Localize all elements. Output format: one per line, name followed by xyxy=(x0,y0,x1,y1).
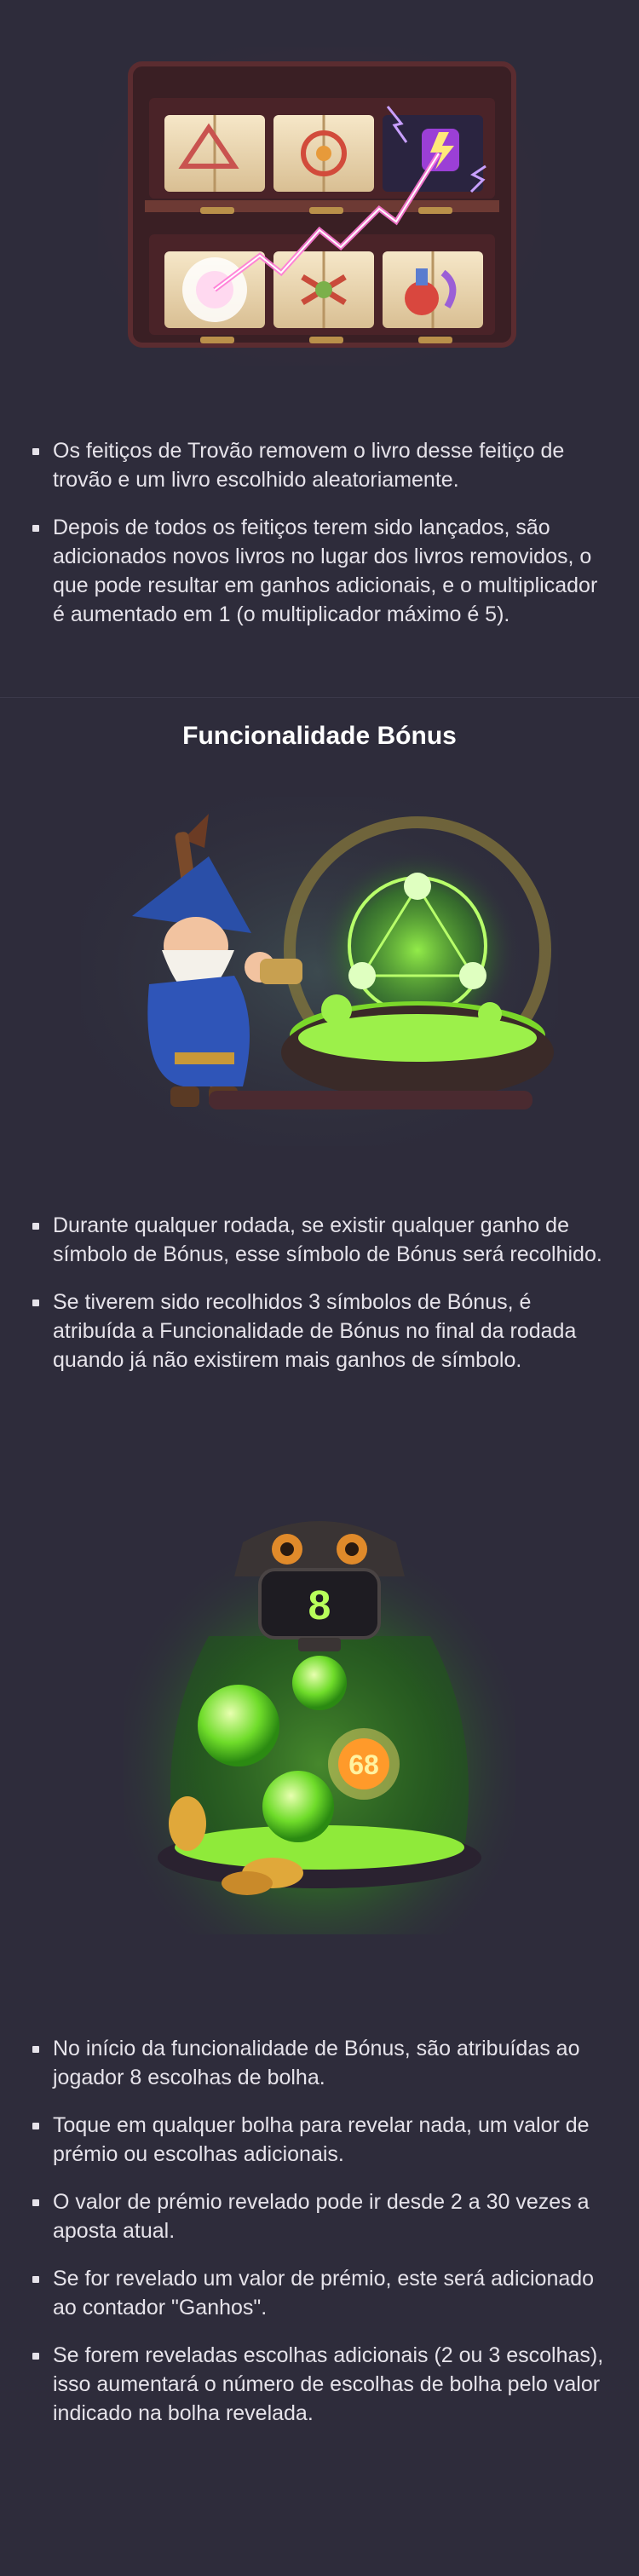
list-item-text: Se for revelado um valor de prémio, este será adicionado ao contador "Ganhos". xyxy=(53,2267,595,2320)
thunder-rules xyxy=(0,436,639,648)
bubble xyxy=(198,1685,279,1766)
list-item xyxy=(32,2187,613,2245)
bubble-prize-value: 68 xyxy=(348,1749,379,1780)
thunder-books-illustration xyxy=(98,47,541,366)
list-item xyxy=(32,2341,613,2428)
bubble-jar-section xyxy=(0,1508,639,1934)
list-item xyxy=(32,1211,613,1269)
book-1 xyxy=(164,115,265,192)
bonus-rules xyxy=(0,1211,639,1393)
section-divider xyxy=(0,697,639,698)
bullet-icon xyxy=(32,2276,39,2283)
book-2 xyxy=(273,115,374,192)
coin-icon xyxy=(169,1796,206,1851)
bullet-icon xyxy=(32,2199,39,2206)
rune-node-icon xyxy=(459,962,486,989)
bubble xyxy=(292,1656,347,1710)
bubble-jar-illustration xyxy=(124,1508,515,1934)
bullet-icon xyxy=(32,448,39,455)
bullet-icon xyxy=(32,2123,39,2129)
list-item-text: Depois de todos os feitiços terem sido lançados, são adicionados novos livros no lugar dos livros removidos, o que pode resultar em ganhos adicionais, e o multiplicador é aumentado em 1 (o multiplicador máximo é 5). xyxy=(53,516,598,626)
bubble xyxy=(262,1771,334,1842)
rune-node-icon xyxy=(404,873,431,900)
bonus-heading: Funcionalidade Bónus xyxy=(182,722,457,750)
list-item-text: No início da funcionalidade de Bónus, são atribuídas ao jogador 8 escolhas de bolha. xyxy=(53,2037,580,2089)
bullet-icon xyxy=(32,2353,39,2360)
list-item xyxy=(32,513,613,629)
list-item xyxy=(32,2264,613,2322)
list-item-text: Toque em qualquer bolha para revelar nada, um valor de prémio ou escolhas adicionais. xyxy=(53,2113,590,2166)
list-item-text: Durante qualquer rodada, se existir qualquer ganho de símbolo de Bónus, esse símbolo de Bónus será recolhido. xyxy=(53,1213,602,1266)
list-item xyxy=(32,1288,613,1374)
wizard-section xyxy=(0,797,639,1146)
book-6 xyxy=(383,251,483,328)
rune-node-icon xyxy=(348,962,376,989)
list-item-text: Os feitiços de Trovão removem o livro desse feitiço de trovão e um livro escolhido aleatoriamente. xyxy=(53,439,565,492)
counter-value: 8 xyxy=(308,1583,331,1628)
list-item-text: Se tiverem sido recolhidos 3 símbolos de Bónus, é atribuída a Funcionalidade de Bónus no final da rodada quando já não existirem mais ganhos de símbolo. xyxy=(53,1290,577,1372)
list-item-text: O valor de prémio revelado pode ir desde 2 a 30 vezes a aposta atual. xyxy=(53,2190,590,2243)
bullet-icon xyxy=(32,1300,39,1306)
list-item xyxy=(32,2111,613,2169)
bullet-icon xyxy=(32,1223,39,1230)
bubble-rules xyxy=(0,2034,639,2446)
thunder-books-section xyxy=(0,47,639,366)
wizard-cauldron-illustration xyxy=(81,797,558,1146)
bubble-prize xyxy=(328,1728,400,1800)
list-item xyxy=(32,436,613,494)
bullet-icon xyxy=(32,525,39,532)
bullet-icon xyxy=(32,2046,39,2053)
coin-icon xyxy=(222,1871,273,1895)
list-item xyxy=(32,2034,613,2092)
list-item-text: Se forem reveladas escolhas adicionais (2 ou 3 escolhas), isso aumentará o número de escolhas de bolha pelo valor indicado na bolha revelada. xyxy=(53,2343,604,2425)
book-3-thunder xyxy=(383,107,486,192)
